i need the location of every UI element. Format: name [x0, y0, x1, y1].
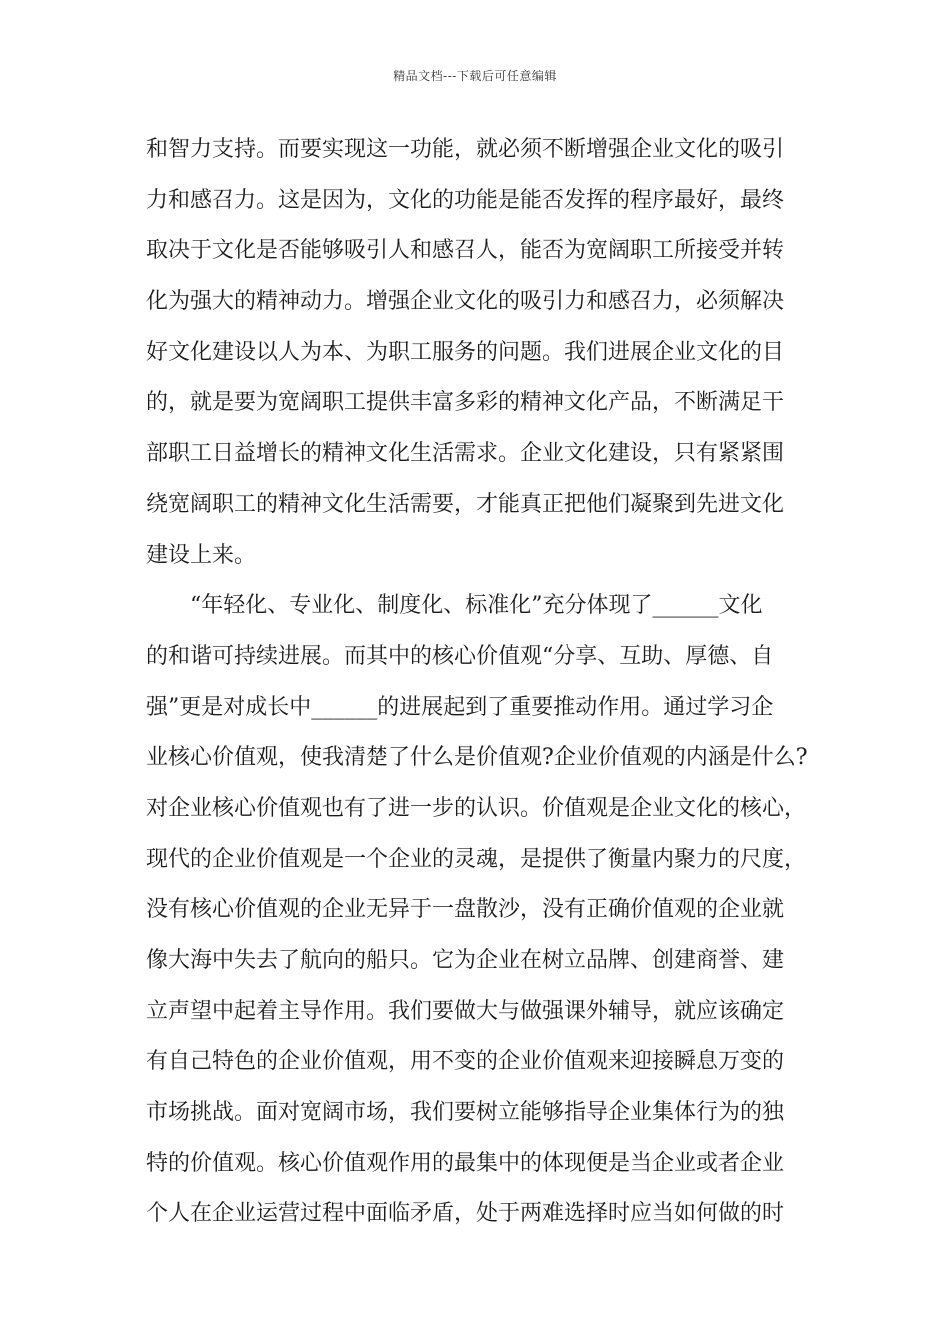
text-line: 个人在企业运营过程中面临矛盾，处于两难选择时应当如何做的时: [146, 1201, 785, 1227]
document-body: [146, 125, 811, 1240]
text-line: 建设上来。: [146, 542, 257, 568]
text-line: 和智力支持。而要实现这一功能，就必须不断增强企业文化的吸引: [146, 137, 785, 162]
text-line: 业核心价值观，使我清楚了什么是价值观?企业价值观的内涵是什么?: [146, 745, 808, 771]
text-line: 有自己特色的企业价值观，用不变的企业价值观来迎接瞬息万变的: [146, 1049, 785, 1075]
text-line: 好文化建设以人为本、为职工服务的问题。我们进展企业文化的目: [146, 339, 785, 365]
text-line: 像大海中失去了航向的船只。它为企业在树立品牌、创建商誉、建: [146, 948, 785, 973]
text-line: 现代的企业价值观是一个企业的灵魂，是提供了衡量内聚力的尺度，: [146, 846, 807, 872]
text-line: 取决于文化是否能够吸引人和感召人，能否为宽阔职工所接受并转: [146, 238, 785, 264]
text-line: 的和谐可持续进展。而其中的核心价值观“分享、互助、厚德、自: [146, 643, 774, 669]
text-line: 没有核心价值观的企业无异于一盘散沙，没有正确价值观的企业就: [146, 897, 785, 923]
paragraph-1: [146, 125, 811, 581]
text-line: 市场挑战。面对宽阔市场，我们要树立能够指导企业集体行为的独: [146, 1100, 785, 1126]
text-line: 强”更是对成长中______的进展起到了重要推动作用。通过学习企: [146, 694, 774, 720]
text-line: 对企业核心价值观也有了进一步的认识。价值观是企业文化的核心，: [146, 795, 807, 821]
paragraph-2: [146, 581, 811, 1240]
text-line: 绕宽阔职工的精神文化生活需要，才能真正把他们凝聚到先进文化: [146, 491, 785, 517]
text-line: “年轻化、专业化、制度化、标准化”充分体现了______文化: [190, 593, 763, 619]
page-header: 精品文档---下载后可任意编辑: [393, 69, 557, 83]
text-line: 化为强大的精神动力。增强企业文化的吸引力和感召力，必须解决: [146, 289, 785, 315]
text-line: 的，就是要为宽阔职工提供丰富多彩的精神文化产品，不断满足干: [146, 390, 785, 416]
text-line: 力和感召力。这是因为，文化的功能是能否发挥的程序最好，最终: [146, 187, 785, 213]
text-line: 特的价值观。核心价值观作用的最集中的体现便是当企业或者企业: [146, 1150, 785, 1176]
text-line: 立声望中起着主导作用。我们要做大与做强课外辅导，就应该确定: [146, 998, 785, 1024]
text-line: 部职工日益增长的精神文化生活需求。企业文化建设，只有紧紧围: [146, 441, 785, 467]
